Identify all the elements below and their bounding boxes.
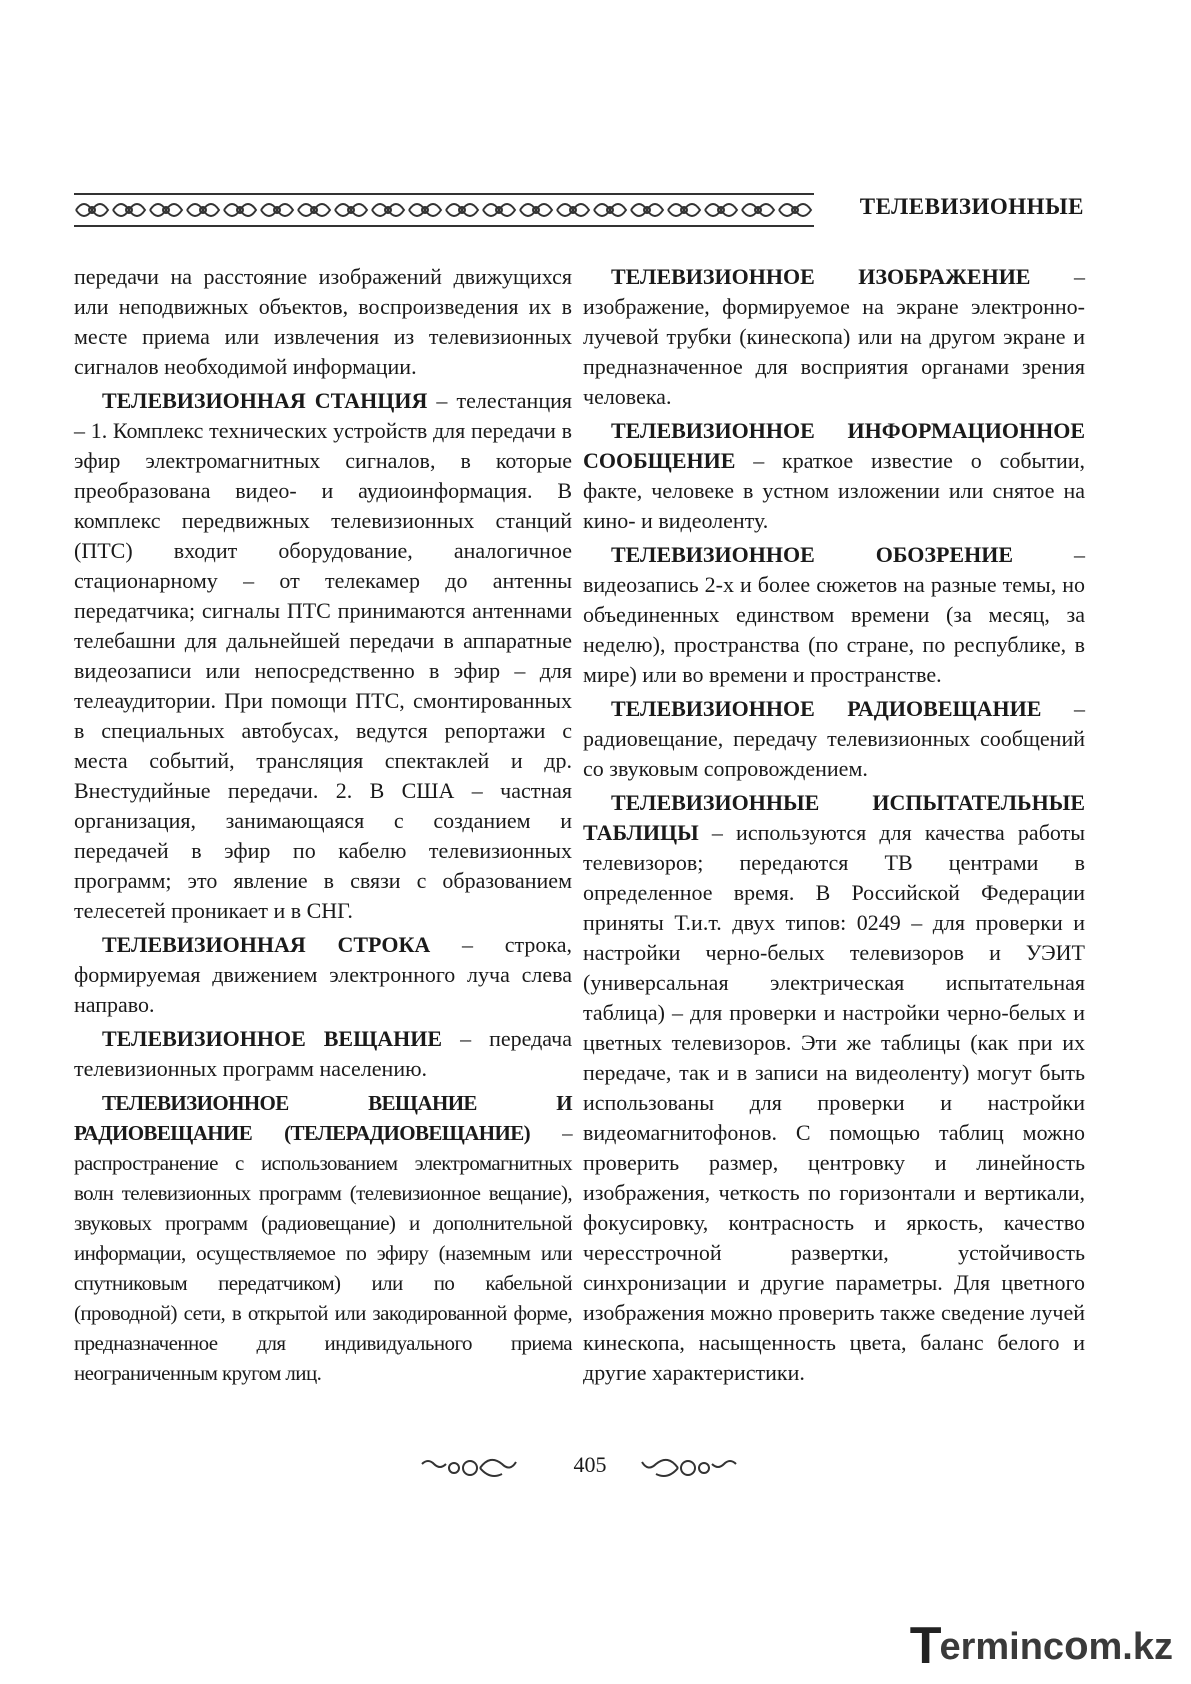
ornament-motif xyxy=(224,204,256,216)
entry-term: ТЕЛЕВИЗИОННОЕ ОБОЗРЕНИЕ xyxy=(611,542,1013,567)
entry-text: – радиовещание, передачу телевизионных сообщений со звуковым сопровождением. xyxy=(583,696,1085,781)
entry-text: – используются для качества работы телевизоров; передаются ТВ центрами в определенное время. В Российской Федерации приняты Т.и.т. двух типов: 0249 – для проверки и настройки черно-белых телевизоров и УЭИТ (универсальная электрическая испытательная таблица) – для проверки и настройки черно-белых и цветных телевизоров. Эти же таблицы (как при их передаче, так и в записи на видеоленту) могут быть использованы для проверки и настройки видеомагнитофонов. С помощью таблиц можно проверить размер, центровку и линейность изображения, четкость по горизонтали и вертикали, фокусировку, контрасность и яркость, качество чересстрочной развертки, устойчивость синхронизации и другие параметры. Для цветного изображения можно проверить также сведение лучей кинескопа, насыщенность цвета, баланс белого и другие характеристики. xyxy=(583,820,1085,1385)
ornament-motif xyxy=(557,204,589,216)
dictionary-entry xyxy=(74,386,572,926)
dictionary-entry xyxy=(583,262,1085,412)
dictionary-entry xyxy=(583,788,1085,1388)
ornament-motif xyxy=(520,204,552,216)
page-footer xyxy=(0,1450,1191,1490)
ornament-motif xyxy=(594,204,626,216)
entry-term: ТЕЛЕВИЗИОННЫЕ ИСПЫТАТЕЛЬНЫЕ ТАБЛИЦЫ xyxy=(583,790,1085,845)
ornament-motif xyxy=(705,204,737,216)
ornament-motif xyxy=(446,204,478,216)
watermark-logo: Termincom.kz xyxy=(909,1617,1173,1675)
entry-term: ТЕЛЕВИЗИОННОЕ ВЕЩАНИЕ xyxy=(102,1026,443,1051)
ornament-motif xyxy=(483,204,515,216)
entry-continuation xyxy=(74,262,572,382)
entry-term: ТЕЛЕВИЗИОННОЕ ИНФОРМАЦИОННОЕ СООБЩЕНИЕ xyxy=(583,418,1085,473)
ornament-motif xyxy=(631,204,663,216)
entry-text: – телестанция – 1. Комплекс технических устройств для передачи в эфир электромагнитных сигналов, в которые преобразована видео- и аудиоинформация. В комплекс передвижных телевизионных станций (ПТС) входит оборудование, аналогичное стационарному – от телекамер до антенны передатчика; сигналы ПТС принимаются антеннами телебашни для дальнейшей передачи в аппаратные видеозаписи или непосредственно в эфир – для телеаудитории. При помощи ПТС, смонтированных в специальных автобусах, ведутся репортажи с места событий, трансляция спектаклей и др. Внестудийные передачи. 2. В США – частная организация, занимающаяся с созданием и передачей в эфир по кабелю телевизионных программ; это явление в связи с образованием телесетей проникает и в СНГ. xyxy=(74,388,572,923)
ornament-motif xyxy=(742,204,774,216)
footer-ornament-left xyxy=(418,1454,518,1484)
ornament-motif xyxy=(187,204,219,216)
entry-text: – распространение с использованием электромагнитных волн телевизионных программ (телевизионное вещание), звуковых программ (радиовещание) и дополнительной информации, осуществляемое по эфиру (наземным или спутниковым передатчиком) или по кабельной (проводной) сети, в открытой или закодированной форме, предназначенное для индивидуального приема неограниченным кругом лиц. xyxy=(74,1121,572,1385)
footer-ornament-right xyxy=(640,1454,740,1484)
entry-text: – краткое известие о событии, факте, человеке в устном изложении или снятое на кино- и видеоленту. xyxy=(583,448,1085,533)
entry-term: ТЕЛЕВИЗИОННОЕ ВЕЩАНИЕ И РАДИОВЕЩАНИЕ (ТЕЛЕРАДИОВЕЩАНИЕ) xyxy=(74,1091,572,1145)
entry-text: – видеозапись 2-х и более сюжетов на разные темы, но объединенных единством времени (за месяц, за неделю), пространства (по стране, по республике, в мире) или во времени и пространстве. xyxy=(583,542,1085,687)
ornament-motif xyxy=(335,204,367,216)
ornament-motif xyxy=(76,204,108,216)
page-number: 405 xyxy=(573,1452,607,1477)
right-column xyxy=(583,262,1085,1392)
ornament-motif xyxy=(372,204,404,216)
ornament-motif xyxy=(150,204,182,216)
ornament-motif xyxy=(409,204,441,216)
left-column xyxy=(74,262,572,1392)
dictionary-entry xyxy=(74,1024,572,1084)
dictionary-entry xyxy=(583,694,1085,784)
ornament-motif xyxy=(113,204,145,216)
ornament-band xyxy=(74,190,814,230)
entry-text: передачи на расстояние изображений движущихся или неподвижных объектов, воспроизведения их в месте приема или извлечения из телевизионных сигналов необходимой информации. xyxy=(74,264,572,379)
entry-text: – передача телевизионных программ населению. xyxy=(74,1026,572,1081)
entry-text: – изображение, формируемое на экране электронно-лучевой трубки (кинескопа) или на другом экране и предназначенное для восприятия органами зрения человека. xyxy=(583,264,1085,409)
ornament-motif xyxy=(779,204,811,216)
running-head: ТЕЛЕВИЗИОННЫЕ xyxy=(859,194,1084,219)
entry-text: – строка, формируемая движением электронного луча слева направо. xyxy=(74,932,572,1017)
ornament-motif xyxy=(668,204,700,216)
entry-term: ТЕЛЕВИЗИОННОЕ ИЗОБРАЖЕНИЕ xyxy=(611,264,1031,289)
entry-term: ТЕЛЕВИЗИОННОЕ РАДИОВЕЩАНИЕ xyxy=(611,696,1042,721)
ornament-motif xyxy=(298,204,330,216)
entry-term: ТЕЛЕВИЗИОННАЯ СТАНЦИЯ xyxy=(102,388,428,413)
dictionary-entry xyxy=(583,416,1085,536)
entry-term: ТЕЛЕВИЗИОННАЯ СТРОКА xyxy=(102,932,431,957)
ornament-motif xyxy=(261,204,293,216)
dictionary-entry xyxy=(74,930,572,1020)
dictionary-entry xyxy=(74,1088,572,1388)
page-header xyxy=(74,190,1084,230)
dictionary-entry xyxy=(583,540,1085,690)
